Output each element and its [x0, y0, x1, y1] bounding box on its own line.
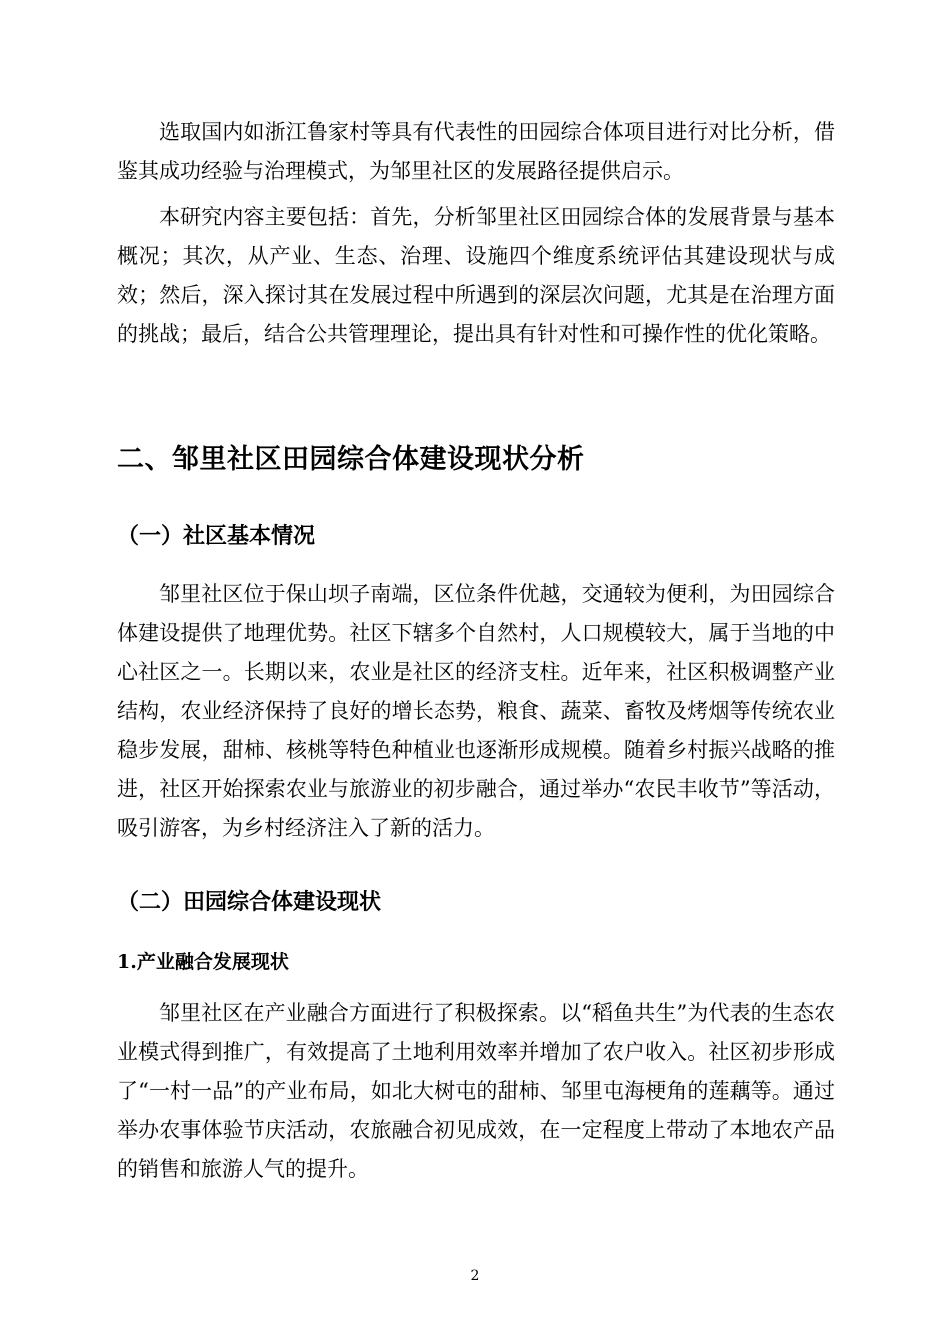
section-heading: 二、邹里社区田园综合体建设现状分析: [117, 444, 585, 475]
page-number: 2: [470, 1268, 480, 1284]
body-paragraph-community: 邹里社区位于保山坝子南端，区位条件优越，交通较为便利，为田园综合体建设提供了地理优势。社区下辖多个自然村，人口规模较大，属于当地的中心社区之一。长期以来，农业是社区的经济支柱。近年来，社区积极调整产业结构，农业经济保持了良好的增长态势，粮食、蔬菜、畜牧及烤烟等传统农业稳步发展，甜柿、核桃等特色种植业也逐渐形成规模。随着乡村振兴战略的推进，社区开始探索农业与旅游业的初步融合，通过举办“农民丰收节”等活动，吸引游客，为乡村经济注入了新的活力。: [117, 582, 835, 840]
subsection-heading-1: （一）社区基本情况: [117, 524, 316, 549]
item-heading-1: 1.产业融合发展现状: [117, 951, 289, 973]
page-body: [117, 113, 835, 1189]
intro-paragraph-2: 本研究内容主要包括：首先，分析邹里社区田园综合体的发展背景与基本概况；其次，从产业、生态、治理、设施四个维度系统评估其建设现状与成效；然后，深入探讨其在发展过程中所遇到的深层次问题，尤其是在治理方面的挑战；最后，结合公共管理理论，提出具有针对性和可操作性的优化策略。: [117, 205, 835, 346]
subsection-heading-2: （二）田园综合体建设现状: [117, 890, 382, 915]
body-paragraph-industry: 邹里社区在产业融合方面进行了积极探索。以“稻鱼共生”为代表的生态农业模式得到推广，有效提高了土地利用效率并增加了农户收入。社区初步形成了“一村一品”的产业布局，如北大树屯的甜柿、邹里屯海梗角的莲藕等。通过举办农事体验节庆活动，农旅融合初见成效，在一定程度上带动了本地农产品的销售和旅游人气的提升。: [117, 1001, 835, 1181]
intro-paragraph-1: 选取国内如浙江鲁家村等具有代表性的田园综合体项目进行对比分析，借鉴其成功经验与治理模式，为邹里社区的发展路径提供启示。: [117, 120, 835, 183]
